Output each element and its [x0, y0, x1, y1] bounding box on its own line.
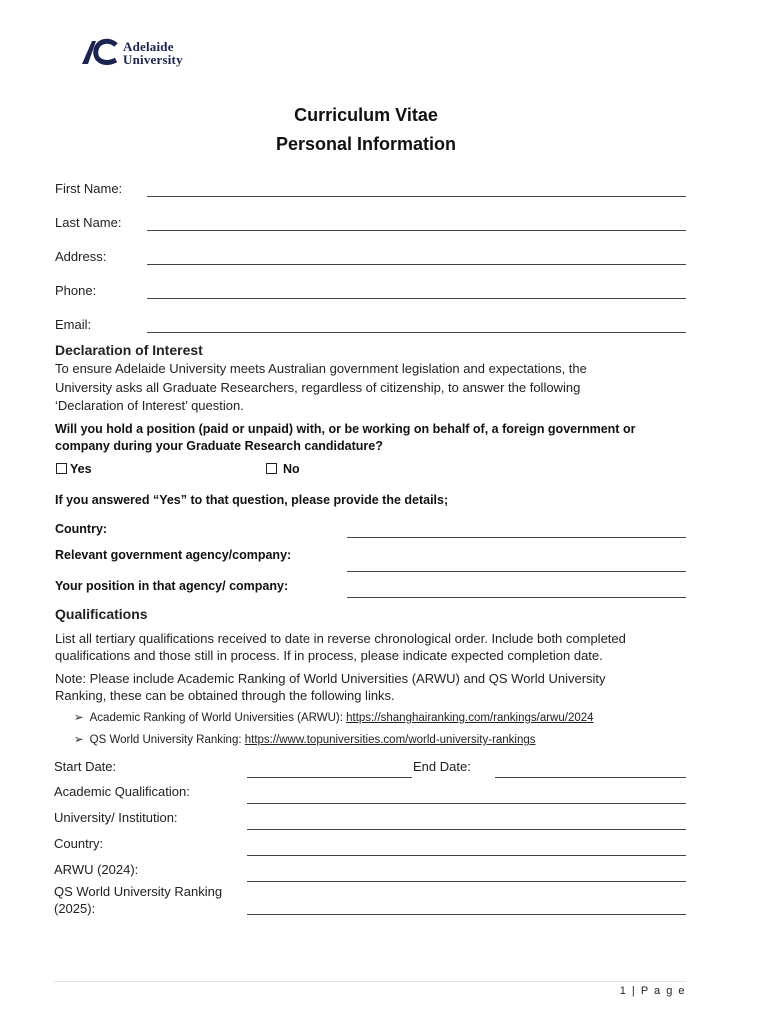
declaration-country-field[interactable]	[347, 537, 686, 538]
email-field[interactable]	[147, 332, 686, 333]
qualification-country-label: Country:	[54, 836, 104, 851]
email-label: Email:	[55, 317, 92, 332]
first-name-field[interactable]	[147, 196, 686, 197]
qualifications-note-line: Note: Please include Academic Ranking of World Universities (ARWU) and QS World University	[55, 671, 606, 686]
adelaide-university-logo	[80, 38, 210, 70]
institution-label: University/ Institution:	[54, 810, 178, 825]
qs-ranking-label	[54, 883, 222, 917]
declaration-question-line: company during your Graduate Research candidature?	[55, 439, 383, 453]
qualifications-note-line: Ranking, these can be obtained through the following links.	[55, 688, 395, 703]
agency-field[interactable]	[347, 571, 686, 572]
declaration-intro-line: ‘Declaration of Interest’ question.	[55, 398, 244, 413]
qualifications-intro-line: qualifications and those still in process. If in process, please indicate expected completion date.	[55, 648, 603, 663]
institution-field[interactable]	[247, 829, 686, 830]
phone-label: Phone:	[55, 283, 97, 298]
page-subtitle: Personal Information	[275, 134, 457, 154]
end-date-field[interactable]	[495, 777, 686, 778]
address-field[interactable]	[147, 264, 686, 265]
arrow-bullet-icon: ➢	[74, 712, 84, 724]
arrow-bullet-icon: ➢	[74, 734, 84, 746]
position-label: Your position in that agency/ company:	[55, 579, 289, 593]
footer-divider	[54, 981, 686, 982]
logo-line-2: University	[123, 52, 183, 67]
academic-qualification-label: Academic Qualification:	[54, 784, 190, 799]
qualification-country-field[interactable]	[247, 855, 686, 856]
no-checkbox[interactable]	[266, 463, 277, 474]
position-field[interactable]	[347, 597, 686, 598]
declaration-intro	[55, 360, 587, 416]
qs-ranking-field[interactable]	[247, 914, 686, 915]
declaration-intro-line: University asks all Graduate Researchers, regardless of citizenship, to answer the following	[55, 379, 581, 395]
logo-text	[123, 40, 183, 66]
followup-instruction: If you answered “Yes” to that question, please provide the details;	[55, 493, 449, 507]
agency-label: Relevant government agency/company:	[55, 548, 292, 562]
last-name-field[interactable]	[147, 230, 686, 231]
end-date-label: End Date:	[413, 759, 471, 774]
arwu-link[interactable]: https://shanghairanking.com/rankings/arwu/2024	[346, 712, 594, 724]
academic-qualification-field[interactable]	[247, 803, 686, 804]
declaration-question-line: Will you hold a position (paid or unpaid) with, or be working on behalf of, a foreign government or	[55, 422, 636, 436]
no-checkbox-option[interactable]	[266, 461, 300, 478]
qs-link-label: QS World University Ranking:	[89, 734, 245, 746]
arwu-link-item	[74, 710, 594, 724]
logo-line-1: Adelaide	[123, 39, 174, 54]
page-title: Curriculum Vitae	[294, 105, 438, 125]
arwu-label: ARWU (2024):	[54, 862, 139, 877]
qualifications-heading: Qualifications	[55, 606, 148, 622]
qs-ranking-label-line: QS World University Ranking	[54, 884, 223, 899]
declaration-heading: Declaration of Interest	[55, 342, 203, 358]
arwu-link-label: Academic Ranking of World Universities (ARWU):	[89, 712, 347, 724]
yes-label: Yes	[70, 462, 92, 476]
no-label: No	[283, 462, 300, 476]
qs-ranking-label-line: (2025):	[54, 901, 96, 916]
address-label: Address:	[55, 249, 107, 264]
last-name-label: Last Name:	[55, 215, 122, 230]
phone-field[interactable]	[147, 298, 686, 299]
qualifications-intro	[55, 630, 626, 664]
qs-link[interactable]: https://www.topuniversities.com/world-university-rankings	[244, 734, 536, 746]
start-date-label: Start Date:	[54, 759, 117, 774]
qualifications-note	[55, 670, 606, 704]
declaration-country-label: Country:	[55, 522, 108, 536]
start-date-field[interactable]	[247, 777, 412, 778]
first-name-label: First Name:	[55, 181, 123, 196]
declaration-intro-line: To ensure Adelaide University meets Australian government legislation and expectations, the	[55, 361, 587, 376]
yes-checkbox[interactable]	[56, 463, 67, 474]
page-number: 1 | P a g e	[619, 985, 686, 997]
yes-checkbox-option[interactable]	[56, 461, 92, 478]
declaration-question	[55, 421, 635, 455]
qualifications-intro-line: List all tertiary qualifications received to date in reverse chronological order. Include both completed	[55, 631, 626, 646]
qs-link-item	[74, 732, 536, 746]
arwu-field[interactable]	[247, 881, 686, 882]
logo-mark-icon	[80, 38, 122, 66]
